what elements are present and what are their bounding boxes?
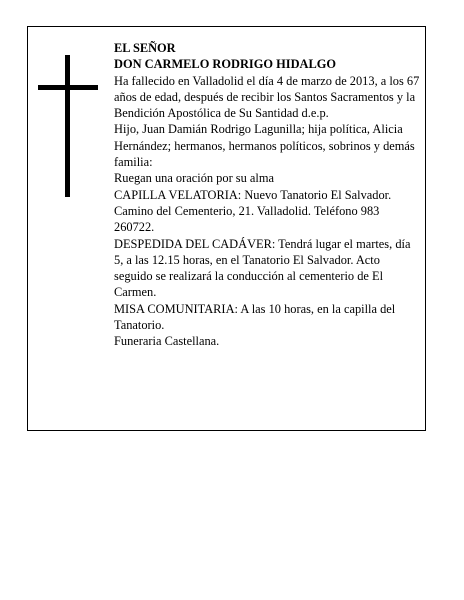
title-line-1: EL SEÑOR [114, 41, 176, 55]
obituary-notice [27, 26, 426, 431]
family-mourners: Hijo, Juan Damián Rodrigo Lagunilla; hija política, Alicia Hernández; hermanos, hermanos políticos, sobrinos y demás familia: [114, 122, 415, 170]
obituary-text [114, 40, 420, 350]
funeral-home: Funeraria Castellana. [114, 334, 220, 349]
cross-vertical-bar [65, 55, 70, 197]
mass-info: MISA COMUNITARIA: A las 10 horas, en la capilla del Tanatorio. [114, 301, 396, 333]
chapel-info: CAPILLA VELATORIA: Nuevo Tanatorio El Salvador. Camino del Cementerio, 21. Valladolid. Teléfono 983 260722. [114, 187, 392, 235]
cross-horizontal-bar [38, 85, 98, 90]
death-announcement: Ha fallecido en Valladolid el día 4 de marzo de 2013, a los 67 años de edad, después de recibir los Santos Sacramentos y la Bendición Apostólica de Su Santidad d.e.p. [114, 73, 420, 121]
prayer-request: Ruegan una oración por su alma [114, 171, 274, 186]
cross-icon [38, 55, 98, 197]
farewell-info: DESPEDIDA DEL CADÁVER: Tendrá lugar el martes, día 5, a las 12.15 horas, en el Tanatorio El Salvador. Acto seguido se realizará la conducción al cementerio de El Carmen. [114, 236, 411, 300]
deceased-name: DON CARMELO RODRIGO HIDALGO [114, 57, 337, 72]
